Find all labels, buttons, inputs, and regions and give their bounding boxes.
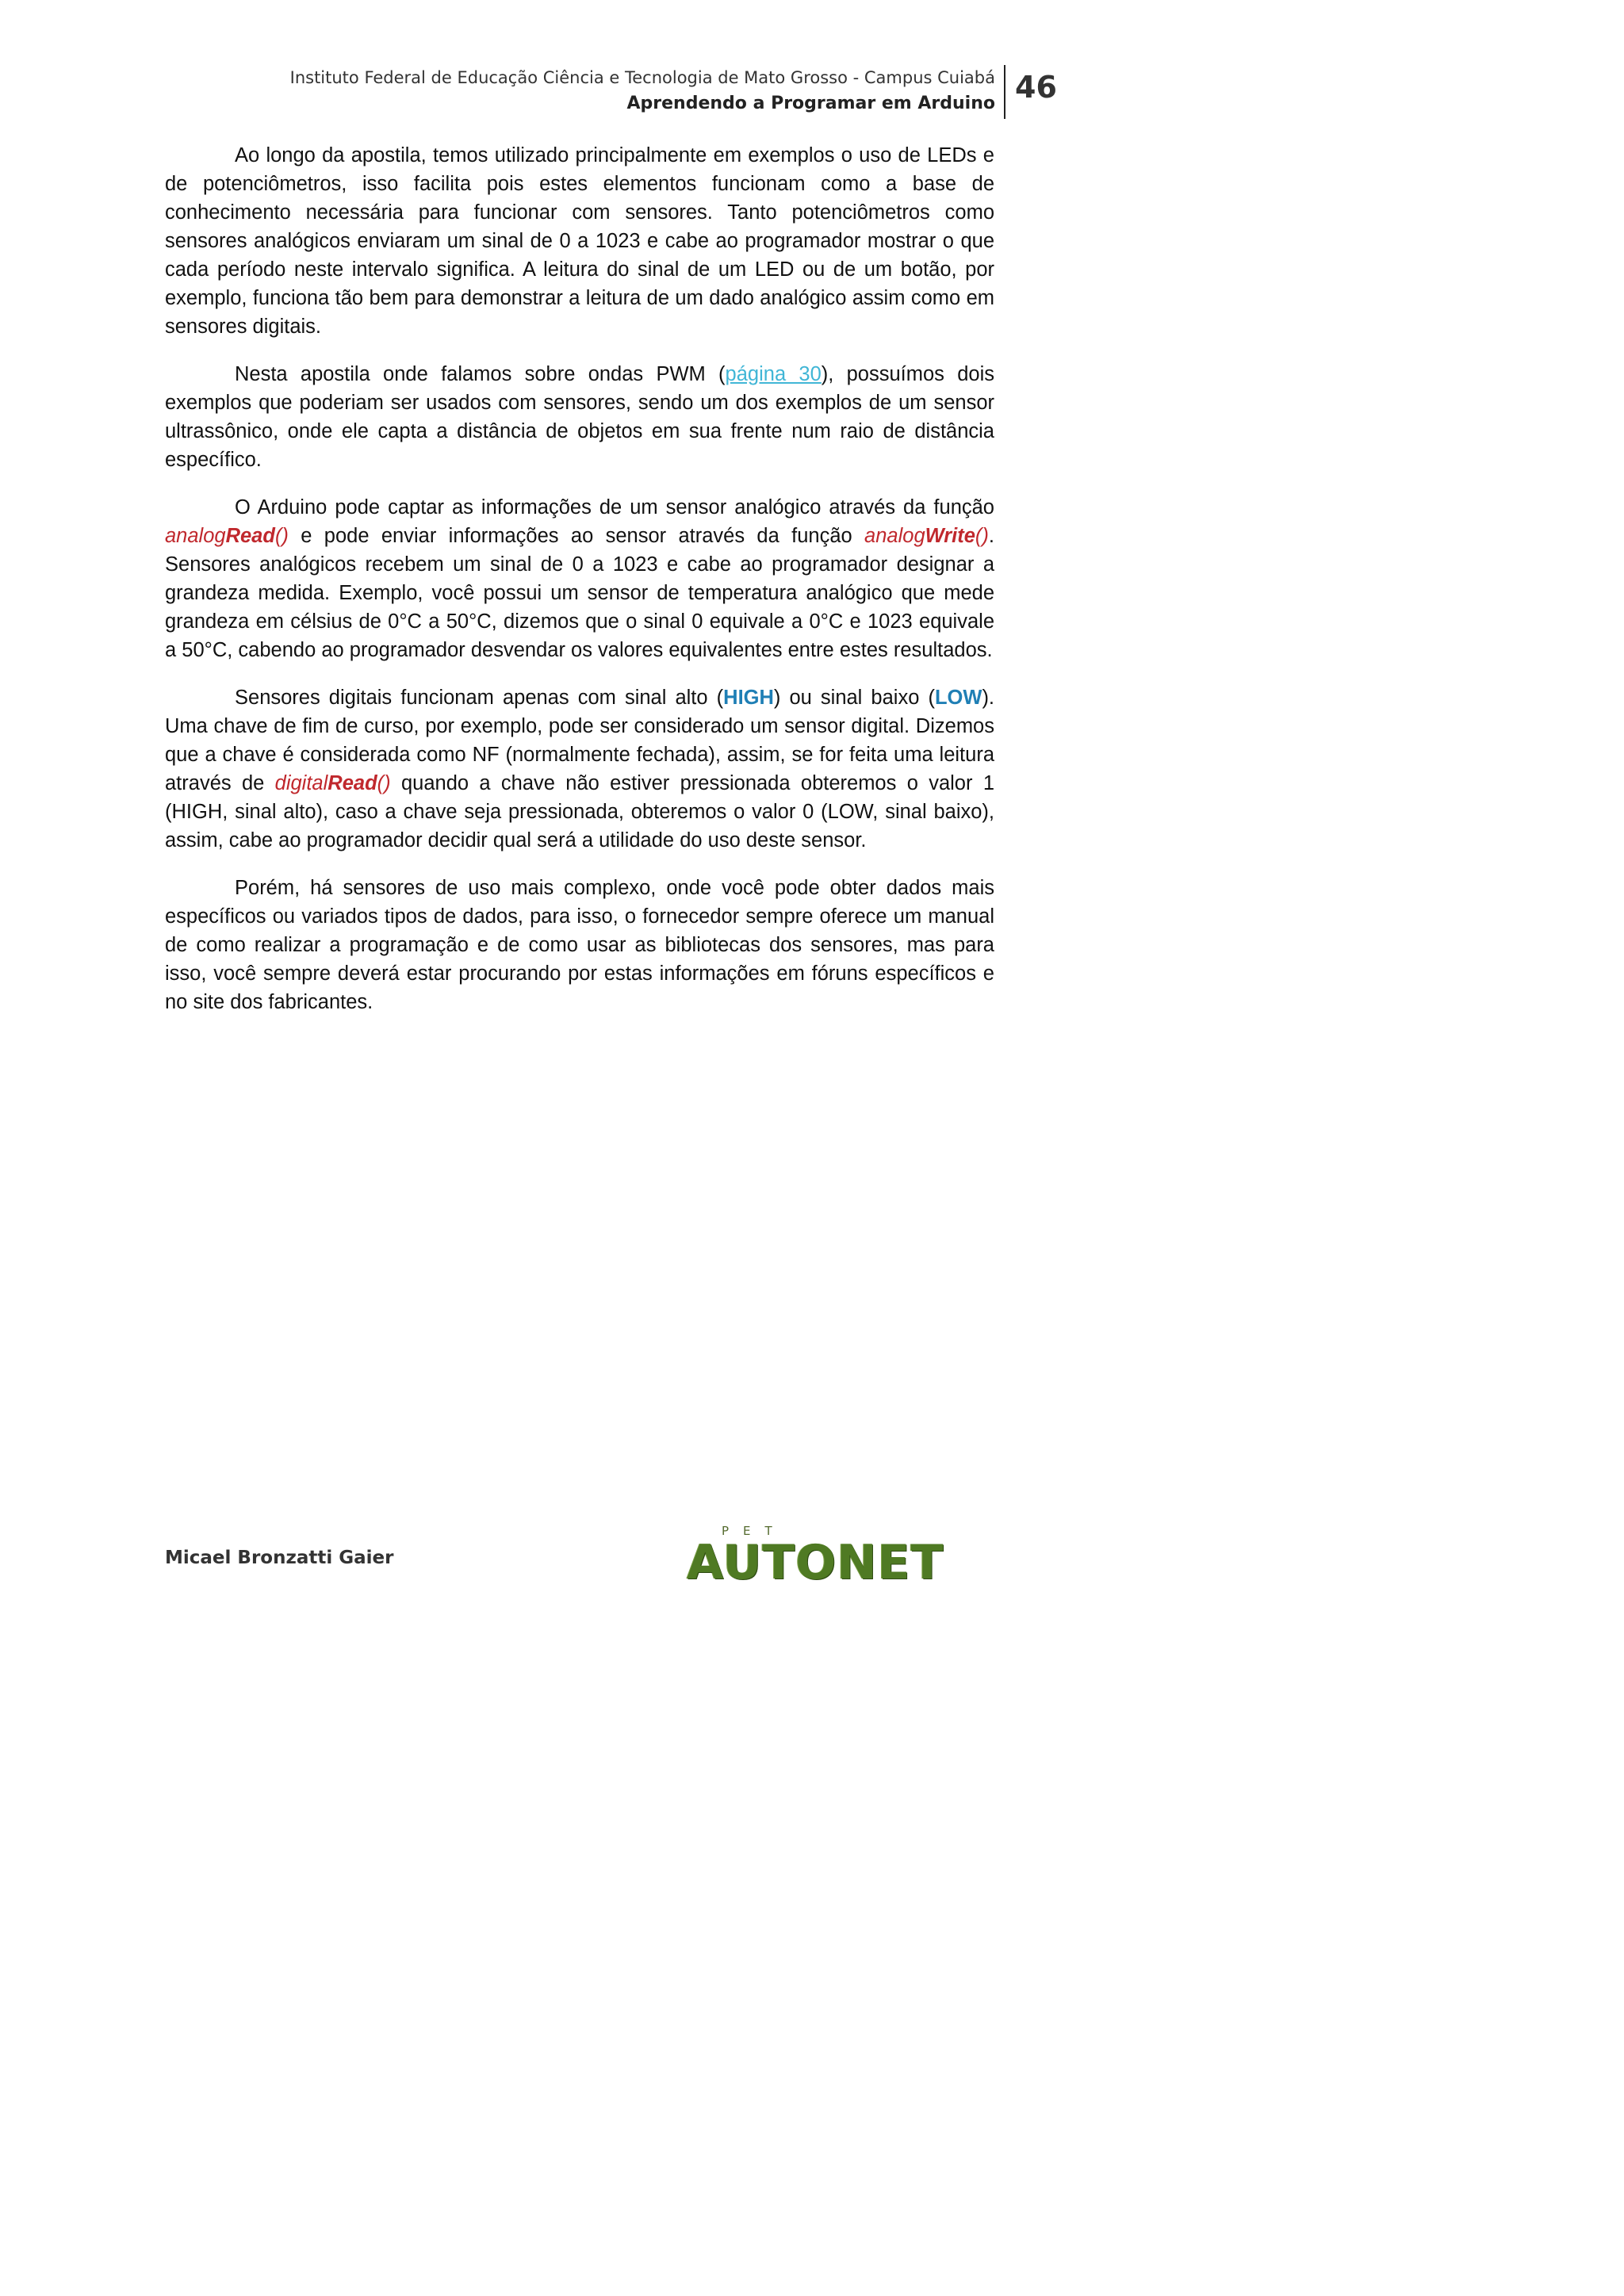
logo-pet-text: PET — [722, 1524, 787, 1538]
paragraph-4-text-d: quando a chave não estiver pressionada obteremos o valor 1 (HIGH, sinal alto), caso a chave seja pressionada, obteremos o valor 0 (LOW, sinal baixo), assim, cabe ao programador decidir qual será a utilidade do uso deste sensor. — [165, 772, 994, 851]
high-keyword: HIGH — [723, 687, 774, 709]
analogread-parens: () — [274, 525, 289, 547]
autonet-logo — [687, 1524, 944, 1590]
paragraph-4 — [165, 683, 994, 855]
header-divider — [1004, 65, 1005, 119]
analogread-function — [165, 525, 289, 547]
paragraph-4-text-c: ). Uma chave de fim de curso, por exemplo, pode ser considerado um sensor digital. Dizemos que a chave é considerada como NF (normalmente fechada), assim, se for feita uma leitura através de — [165, 687, 995, 794]
header-title: Aprendendo a Programar em Arduino — [626, 94, 995, 113]
header-institution: Instituto Federal de Educação Ciência e Tecnologia de Mato Grosso - Campus Cuiabá — [289, 68, 995, 87]
paragraph-2 — [165, 360, 994, 474]
footer-author: Micael Bronzatti Gaier — [165, 1548, 394, 1568]
paragraph-3-text-c: . Sensores analógicos recebem um sinal de 0 a 1023 e cabe ao programador designar a grandeza medida. Exemplo, você possui um sensor de temperatura analógico que mede grandeza em célsius de 0°C a 50°C, dizemos que o sinal 0 equivale a 0°C e 1023 equivale a 50°C, cabendo ao programador desvendar os valores equivalentes entre estes resultados. — [165, 525, 994, 661]
page-header — [167, 65, 995, 117]
paragraph-2-text-a: Nesta apostila onde falamos sobre ondas PWM ( — [235, 363, 726, 385]
analogread-prefix: analog — [165, 525, 226, 547]
paragraph-3-text-a: O Arduino pode captar as informações de um sensor analógico através da função — [235, 496, 994, 519]
analogwrite-parens: () — [975, 525, 989, 547]
analogread-suffix: Read — [225, 525, 275, 547]
logo-brand-text: AUTONET — [687, 1535, 944, 1590]
low-keyword: LOW — [934, 687, 982, 709]
paragraph-3 — [165, 493, 994, 664]
paragraph-2-text-b: ), possuímos dois exemplos que poderiam ser usados com sensores, sendo um dos exemplos de um sensor ultrassônico, onde ele capta a distância de objetos em sua frente num raio de distância específico. — [165, 363, 994, 471]
paragraph-1: Ao longo da apostila, temos utilizado principalmente em exemplos o uso de LEDs e de potenciômetros, isso facilita pois estes elementos funcionam como a base de conhecimento necessária para funcionar com sensores. Tanto potenciômetros como sensores analógicos enviaram um sinal de 0 a 1023 e cabe ao programador mostrar o que cada período neste intervalo significa. A leitura do sinal de um LED ou de um botão, por exemplo, funciona tão bem para demonstrar a leitura de um dado analógico assim como em sensores digitais. — [165, 144, 994, 338]
analogwrite-function — [864, 525, 989, 547]
page-30-link[interactable]: página 30 — [725, 363, 822, 385]
digitalread-prefix: digital — [274, 772, 328, 794]
analogwrite-prefix: analog — [864, 525, 925, 547]
paragraph-4-text-a: Sensores digitais funcionam apenas com sinal alto ( — [235, 687, 724, 709]
digitalread-suffix: Read — [327, 772, 377, 794]
digitalread-parens: () — [377, 772, 391, 794]
digitalread-function — [275, 772, 391, 794]
paragraph-4-text-b: ) ou sinal baixo ( — [773, 687, 935, 709]
paragraph-5: Porém, há sensores de uso mais complexo, onde você pode obter dados mais específicos ou variados tipos de dados, para isso, o fornecedor sempre oferece um manual de como realizar a programação e de como usar as bibliotecas dos sensores, mas para isso, você sempre deverá estar procurando por estas informações em fóruns específicos e no site dos fabricantes. — [165, 877, 994, 1013]
paragraph-3-text-b: e pode enviar informações ao sensor através da função — [288, 525, 865, 547]
analogwrite-suffix: Write — [925, 525, 975, 547]
document-body — [165, 141, 994, 1035]
page-number: 46 — [1015, 70, 1057, 105]
